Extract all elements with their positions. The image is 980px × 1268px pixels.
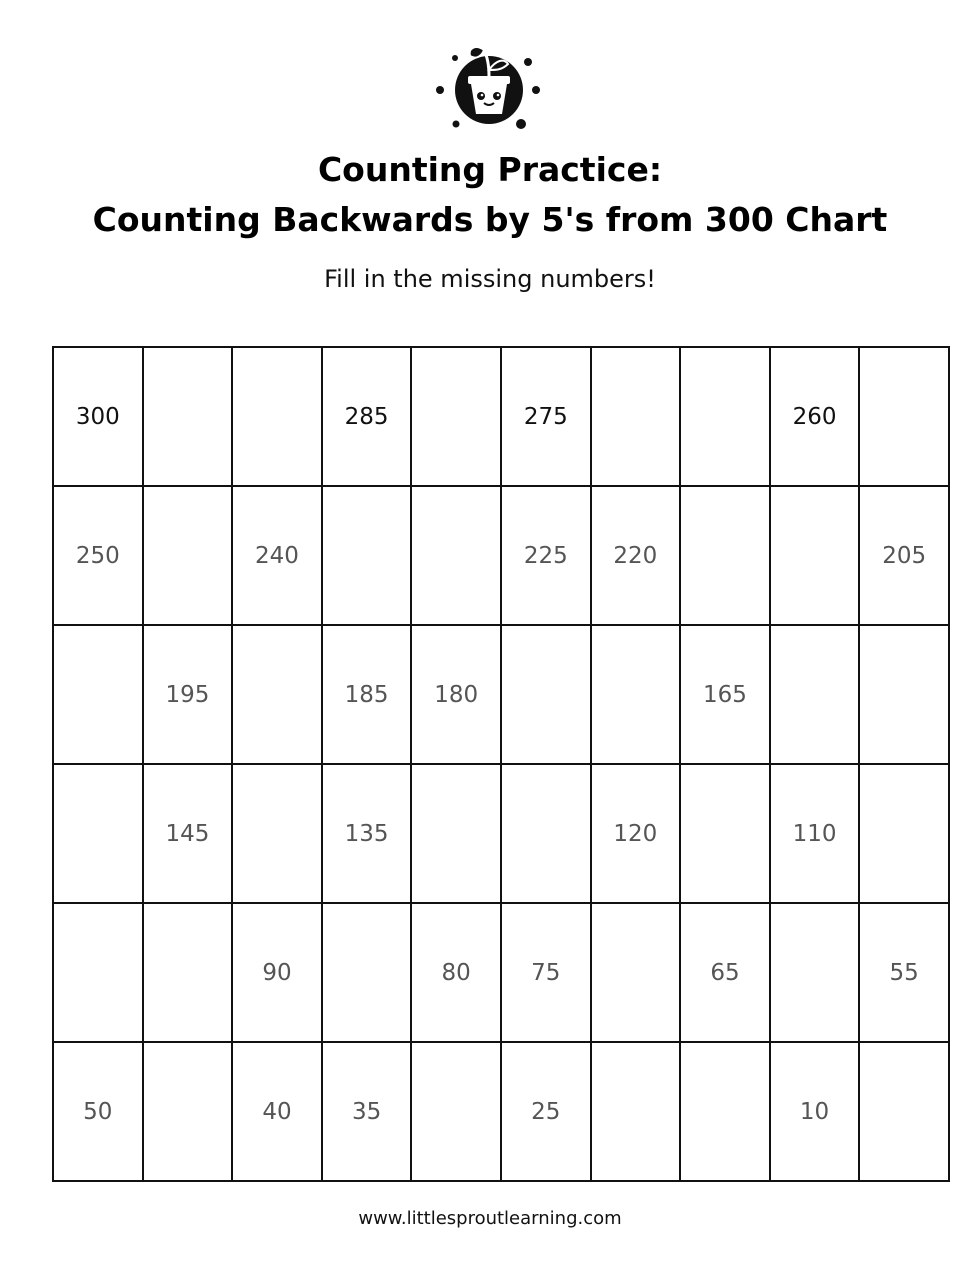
number-cell: 90: [232, 903, 322, 1042]
counting-chart-grid: [52, 346, 950, 1182]
blank-cell[interactable]: [680, 486, 770, 625]
blank-cell[interactable]: [680, 347, 770, 486]
chart-row: [53, 486, 949, 625]
blank-cell[interactable]: [591, 625, 681, 764]
number-cell: 25: [501, 1042, 591, 1181]
blank-cell[interactable]: [859, 347, 949, 486]
blank-cell[interactable]: [411, 1042, 501, 1181]
blank-cell[interactable]: [411, 486, 501, 625]
chart-row: [53, 1042, 949, 1181]
chart-row: [53, 347, 949, 486]
number-cell: 240: [232, 486, 322, 625]
number-cell: 10: [770, 1042, 860, 1181]
number-cell: 220: [591, 486, 681, 625]
blank-cell[interactable]: [770, 625, 860, 764]
number-cell: 195: [143, 625, 233, 764]
blank-cell[interactable]: [232, 347, 322, 486]
blank-cell[interactable]: [232, 764, 322, 903]
number-cell: 205: [859, 486, 949, 625]
blank-cell[interactable]: [322, 486, 412, 625]
blank-cell[interactable]: [143, 1042, 233, 1181]
sprout-pot-logo-icon: [436, 40, 542, 132]
blank-cell[interactable]: [501, 625, 591, 764]
blank-cell[interactable]: [859, 625, 949, 764]
blank-cell[interactable]: [411, 347, 501, 486]
number-cell: 110: [770, 764, 860, 903]
chart-row: [53, 903, 949, 1042]
number-cell: 225: [501, 486, 591, 625]
number-cell: 65: [680, 903, 770, 1042]
blank-cell[interactable]: [770, 903, 860, 1042]
blank-cell[interactable]: [143, 486, 233, 625]
number-cell: 300: [53, 347, 143, 486]
blank-cell[interactable]: [680, 1042, 770, 1181]
number-cell: 50: [53, 1042, 143, 1181]
blank-cell[interactable]: [143, 347, 233, 486]
blank-cell[interactable]: [232, 625, 322, 764]
number-cell: 185: [322, 625, 412, 764]
page-title-line-2: Counting Backwards by 5's from 300 Chart: [92, 200, 888, 239]
blank-cell[interactable]: [680, 764, 770, 903]
blank-cell[interactable]: [53, 625, 143, 764]
chart-row: [53, 625, 949, 764]
blank-cell[interactable]: [411, 764, 501, 903]
number-cell: 55: [859, 903, 949, 1042]
number-cell: 135: [322, 764, 412, 903]
blank-cell[interactable]: [770, 486, 860, 625]
blank-cell[interactable]: [53, 903, 143, 1042]
blank-cell[interactable]: [591, 903, 681, 1042]
blank-cell[interactable]: [591, 347, 681, 486]
blank-cell[interactable]: [53, 764, 143, 903]
number-cell: 180: [411, 625, 501, 764]
blank-cell[interactable]: [501, 764, 591, 903]
number-cell: 40: [232, 1042, 322, 1181]
number-cell: 250: [53, 486, 143, 625]
number-cell: 285: [322, 347, 412, 486]
blank-cell[interactable]: [322, 903, 412, 1042]
number-cell: 80: [411, 903, 501, 1042]
instructions-text: Fill in the missing numbers!: [324, 265, 656, 293]
blank-cell[interactable]: [143, 903, 233, 1042]
blank-cell[interactable]: [859, 1042, 949, 1181]
number-cell: 35: [322, 1042, 412, 1181]
blank-cell[interactable]: [859, 764, 949, 903]
number-cell: 120: [591, 764, 681, 903]
number-cell: 165: [680, 625, 770, 764]
number-cell: 145: [143, 764, 233, 903]
blank-cell[interactable]: [591, 1042, 681, 1181]
page-title-line-1: Counting Practice:: [317, 150, 663, 189]
chart-row: [53, 764, 949, 903]
number-cell: 75: [501, 903, 591, 1042]
number-cell: 260: [770, 347, 860, 486]
website-url: www.littlesproutlearning.com: [358, 1208, 622, 1229]
number-cell: 275: [501, 347, 591, 486]
